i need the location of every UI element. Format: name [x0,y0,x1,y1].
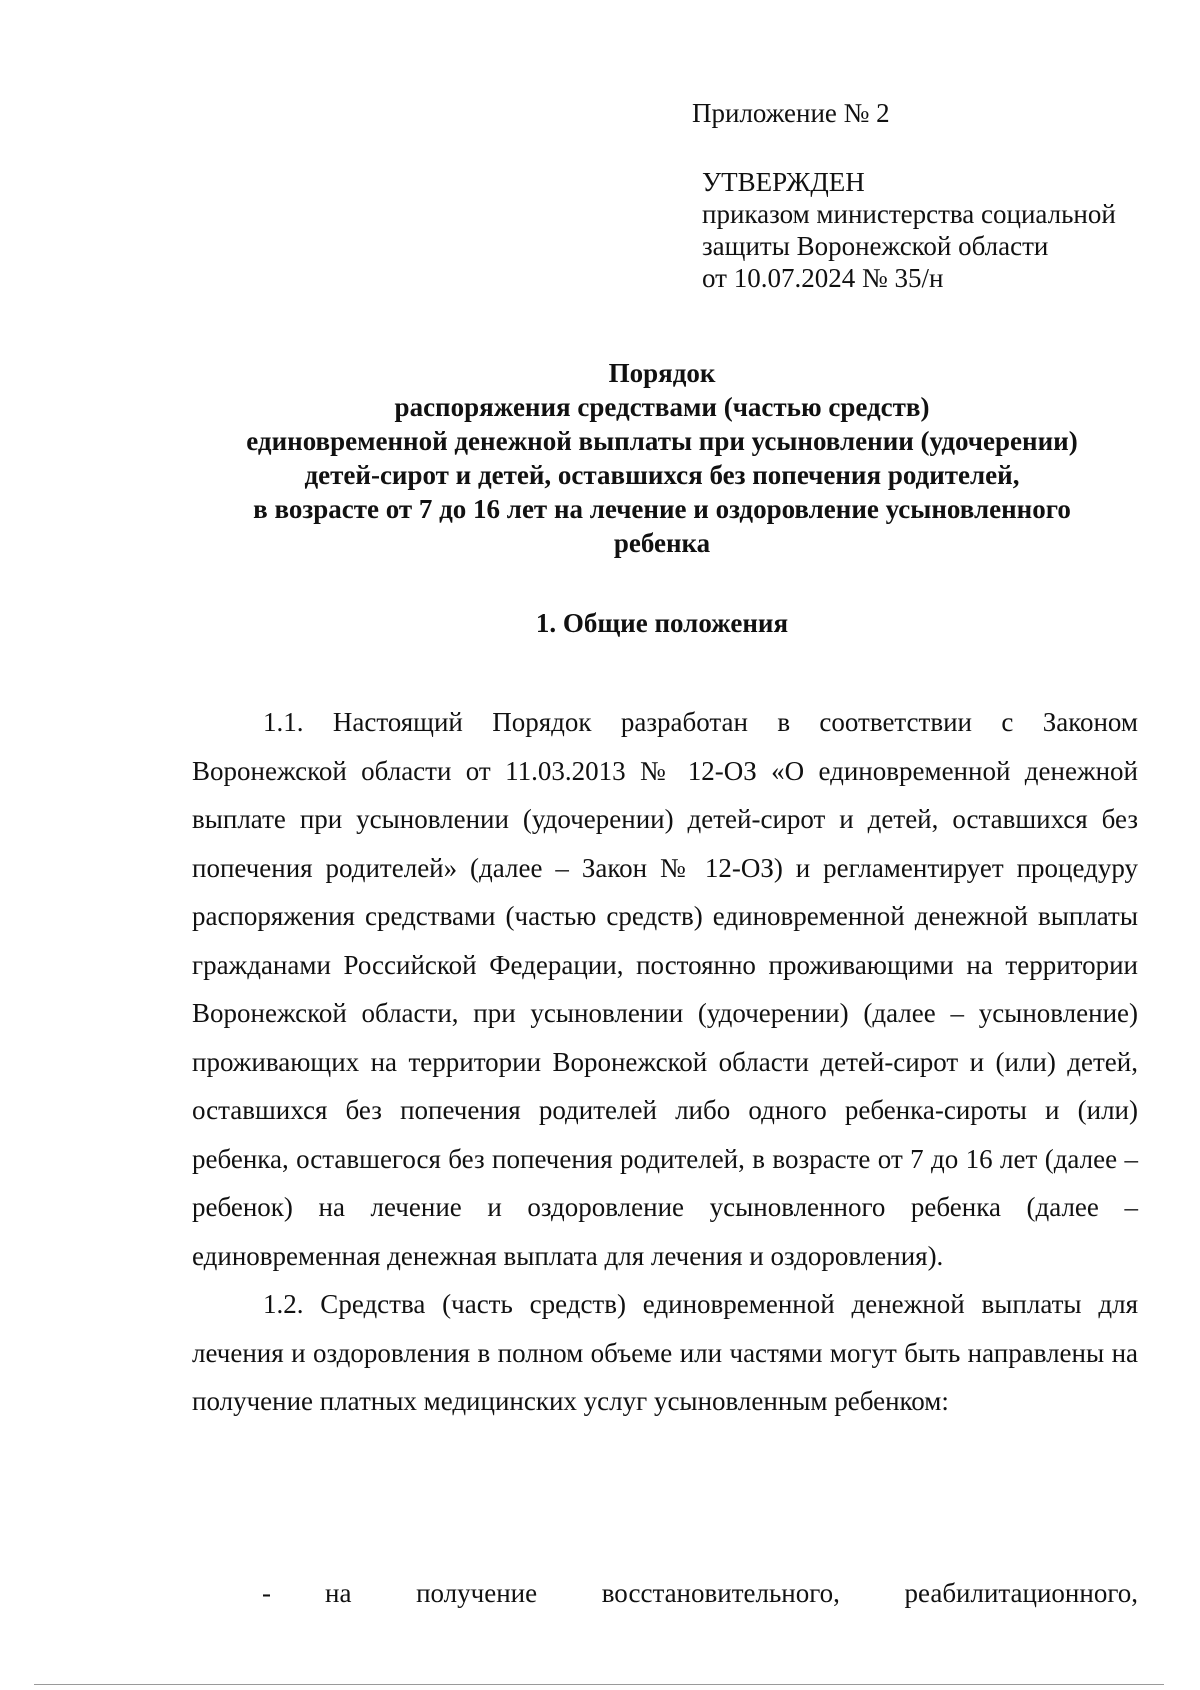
list-item-text: на получение восстановительного, реабилитационного, [325,1578,1138,1608]
list-dash: - [262,1578,271,1608]
approval-line: от 10.07.2024 № 35/н [702,263,944,293]
title-line: распоряжения средствами (частью средств) [394,392,930,422]
list-item [192,1576,1138,1610]
page-bottom-rule [34,1684,1164,1685]
paragraph-1-1: 1.1. Настоящий Порядок разработан в соответствии с Законом Воронежской области от 11.03.2013 № 12-ОЗ «О единовременной денежной выплате при усыновлении (удочерении) детей-сирот и детей, оставшихся без попечения родителей» (далее – Закон № 12-ОЗ) и регламентирует процедуру распоряжения средствами (частью средств) единовременной денежной выплаты гражданами Российской Федерации, постоянно проживающими на территории Воронежской области, при усыновлении (удочерении) (далее – усыновление) проживающих на территории Воронежской области детей-сирот и (или) детей, оставшихся без попечения родителей либо одного ребенка-сироты и (или) ребенка, оставшегося без попечения родителей, в возрасте от 7 до 16 лет (далее – ребенок) на лечение и оздоровление усыновленного ребенка (далее – единовременная денежная выплата для лечения и оздоровления). [192,707,1138,1271]
approval-line: защиты Воронежской области [702,231,1049,261]
section-heading: 1. Общие положения [535,608,789,638]
approval-line: приказом министерства социальной [702,199,1116,229]
appendix-label: Приложение № 2 [692,98,890,128]
paragraph-1-2: 1.2. Средства (часть средств) единовременной денежной выплаты для лечения и оздоровления в полном объеме или частями могут быть направлены на получение платных медицинских услуг усыновленным ребенком: [192,1289,1138,1416]
document-title [190,356,1134,560]
title-line: ребенка [613,528,711,558]
approval-stamp-block [702,166,1116,294]
title-line: детей-сирот и детей, оставшихся без попечения родителей, [304,460,1020,490]
body-text [192,698,1138,1426]
title-line: Порядок [608,358,716,388]
approval-line: УТВЕРЖДЕН [702,167,865,197]
title-line: единовременной денежной выплаты при усыновлении (удочерении) [246,426,1078,456]
title-line: в возрасте от 7 до 16 лет на лечение и оздоровление усыновленного [253,494,1071,524]
